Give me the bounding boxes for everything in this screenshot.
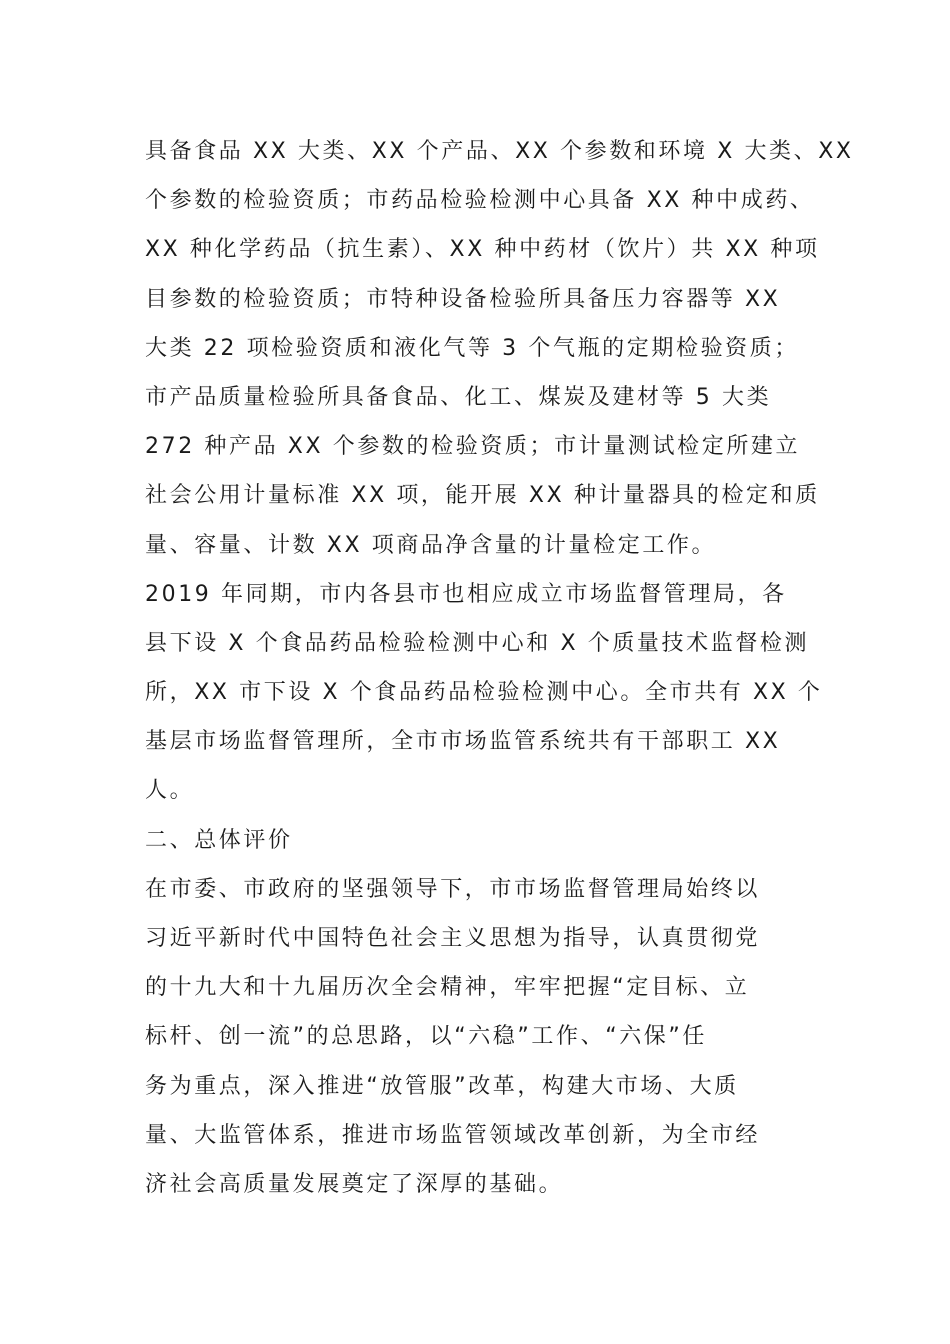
text-line: 所，XX 市下设 X 个食品药品检验检测中心。全市共有 XX 个 (145, 680, 823, 706)
text-line: 的十九大和十九届历次全会精神，牢牢把握“定目标、立 (145, 975, 750, 1001)
text-line: 市产品质量检验所具备食品、化工、煤炭及建材等 5 大类 (145, 384, 772, 410)
text-line: 标杆、创一流”的总思路，以“六稳”工作、“六保”任 (145, 1024, 707, 1050)
text-line: 大类 22 项检验资质和液化气等 3 个气瓶的定期检验资质； (145, 335, 799, 361)
text-line: 基层市场监督管理所，全市市场监管系统共有干部职工 XX (145, 729, 781, 755)
text-line: 具备食品 XX 大类、XX 个产品、XX 个参数和环境 X 大类、XX (145, 139, 854, 164)
text-line: 人。 (145, 778, 195, 804)
text-line: 在市委、市政府的坚强领导下，市市场监督管理局始终以 (145, 876, 761, 902)
section-heading: 二、总体评价 (145, 827, 293, 853)
text-line: 务为重点，深入推进“放管服”改革，构建大市场、大质 (145, 1073, 739, 1099)
text-line: 济社会高质量发展奠定了深厚的基础。 (145, 1171, 564, 1197)
text-line: 2019 年同期，市内各县市也相应成立市场监督管理局，各 (145, 581, 787, 607)
text-line: 社会公用计量标准 XX 项，能开展 XX 种计量器具的检定和质 (145, 483, 820, 509)
text-line: 量、大监管体系，推进市场监管领域改革创新，为全市经 (145, 1122, 761, 1148)
document-body (145, 127, 854, 1209)
text-line: 目参数的检验资质；市特种设备检验所具备压力容器等 XX (145, 286, 781, 312)
text-line: 272 种产品 XX 个参数的检验资质；市计量测试检定所建立 (145, 434, 801, 460)
text-line: 量、容量、计数 XX 项商品净含量的计量检定工作。 (145, 532, 717, 558)
text-line: 县下设 X 个食品药品检验检测中心和 X 个质量技术监督检测 (145, 630, 810, 656)
text-line: XX 种化学药品（抗生素）、XX 种中药材（饮片）共 XX 种项 (145, 237, 820, 263)
text-line: 个参数的检验资质；市药品检验检测中心具备 XX 种中成药、 (145, 188, 815, 214)
text-line: 习近平新时代中国特色社会主义思想为指导，认真贯彻党 (145, 926, 761, 951)
